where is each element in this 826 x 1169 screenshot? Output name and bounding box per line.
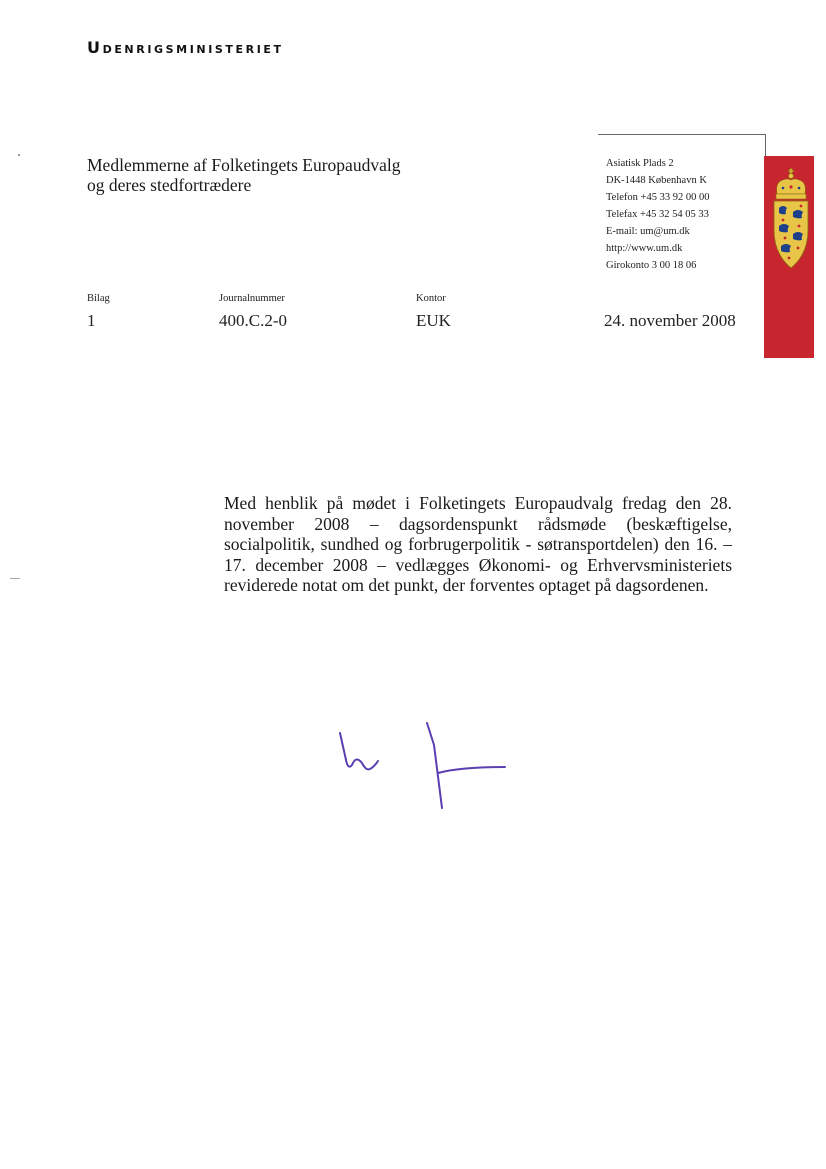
recipient-line-2: og deres stedfortrædere xyxy=(87,175,252,195)
bilag-label: Bilag xyxy=(87,293,110,304)
journal-label: Journalnummer xyxy=(219,293,285,304)
journal-value: 400.C.2-0 xyxy=(219,311,287,330)
recipient-block xyxy=(87,155,400,195)
kontor-value: EUK xyxy=(416,311,451,330)
address-giro: Girokonto 3 00 18 06 xyxy=(606,260,697,271)
body-paragraph: Med henblik på mødet i Folketingets Europaudvalg fredag den 28. november 2008 – dagsordenspunkt rådsmøde (beskæftigelse, socialpolitik, sundhed og forbrugerpolitik - søtransportdelen) den 16. – 17. december 2008 – vedlægges Økonomi- og Erhvervsministeriets reviderede notat om det punkt, der forventes optaget på dagsordenen. xyxy=(224,493,732,595)
handwritten-signature xyxy=(330,715,520,815)
recipient-line-1: Medlemmerne af Folketingets Europaudvalg xyxy=(87,155,401,175)
kontor-label: Kontor xyxy=(416,293,446,304)
address-email: E-mail: um@um.dk xyxy=(606,226,690,237)
letter-date: 24. november 2008 xyxy=(604,311,736,330)
bilag-value: 1 xyxy=(87,311,96,330)
address-street: Asiatisk Plads 2 xyxy=(606,158,674,169)
address-postal: DK-1448 København K xyxy=(606,175,707,186)
sender-address xyxy=(606,155,709,274)
coat-of-arms-icon xyxy=(771,168,811,272)
address-phone: Telefon +45 33 92 00 00 xyxy=(606,192,710,203)
header-divider-tick xyxy=(765,134,766,156)
margin-mark xyxy=(10,578,20,579)
ministry-name: Udenrigsministeriet xyxy=(87,38,284,57)
margin-dot xyxy=(18,154,20,156)
header-divider xyxy=(598,134,766,135)
address-web: http://www.um.dk xyxy=(606,243,683,254)
address-fax: Telefax +45 32 54 05 33 xyxy=(606,209,709,220)
